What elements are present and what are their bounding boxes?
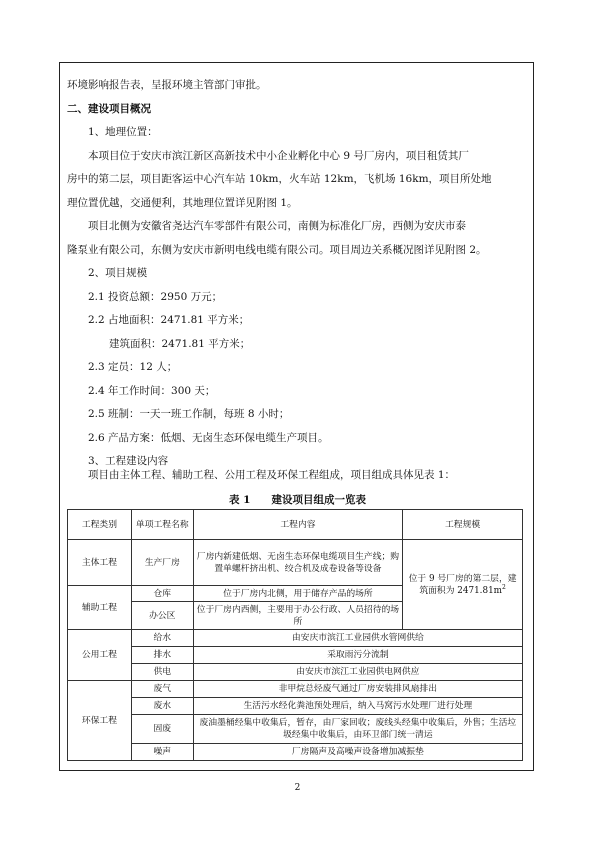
section-heading: 二、建设项目概况	[67, 103, 151, 115]
item-name-cell: 给水	[131, 630, 193, 647]
item-content-cell: 非甲烷总烃废气通过厂房安装排风扇排出	[193, 681, 522, 698]
table-row	[68, 715, 523, 744]
item-name-cell: 仓库	[131, 586, 193, 602]
item-name-cell: 废水	[131, 698, 193, 715]
table-row	[68, 647, 523, 664]
item-name-cell: 供电	[131, 664, 193, 681]
item-content-cell: 生活污水经化粪池预处理后，纳入马窝污水处理厂进行处理	[193, 698, 522, 715]
location-paragraph-line: 本项目位于安庆市滨江新区高新技术中小企业孵化中心 9 号厂房内，项目租赁其厂	[88, 150, 469, 162]
item-name-cell: 生产厂房	[131, 540, 193, 586]
scale-cell	[403, 540, 523, 630]
table-header-row	[68, 510, 523, 540]
item-name-cell: 固废	[131, 715, 193, 744]
item-name-cell: 办公区	[131, 602, 193, 630]
header-cell: 工程类别	[68, 510, 132, 540]
location-paragraph-line: 房中的第二层，项目距客运中心汽车站 10km，火车站 12km，飞机场 16km，项目所处地	[67, 173, 492, 185]
scale-item: 2.6 产品方案：低烟、无卤生态环保电缆生产项目。	[88, 432, 329, 444]
table-row	[68, 698, 523, 715]
category-cell: 公用工程	[68, 630, 132, 681]
table-row	[68, 681, 523, 698]
item-content-cell: 采取雨污分流制	[193, 647, 522, 664]
table-caption: 表 1 建设项目组成一览表	[229, 494, 366, 506]
table-row	[68, 630, 523, 647]
scale-item: 建筑面积：2471.81 平方米；	[109, 338, 251, 350]
surroundings-paragraph-line: 隆泵业有限公司，东侧为安庆市新明电线电缆有限公司。项目周边关系概况图详见附图 2。	[67, 244, 487, 256]
item-content-cell: 废油墨桶经集中收集后，暂存，由厂家回收；废线头经集中收集后，外售；生活垃圾经集中收集后，由环卫部门统一清运	[193, 715, 522, 744]
scale-unit-superscript: 2	[502, 583, 506, 591]
location-heading: 1、地理位置：	[88, 126, 158, 138]
content-paragraph: 项目由主体工程、辅助工程、公用工程及环保工程组成，项目组成具体见表 1：	[88, 469, 456, 481]
table-row	[68, 664, 523, 681]
item-name-cell: 排水	[131, 647, 193, 664]
scale-heading: 2、项目规模	[88, 267, 148, 279]
table-row	[68, 744, 523, 761]
table-row	[68, 540, 523, 586]
item-name-cell: 噪声	[131, 744, 193, 761]
scale-text: 位于 9 号厂房的第二层，建筑面积为 2471.81m	[408, 573, 517, 596]
header-cell: 工程内容	[193, 510, 402, 540]
scale-item: 2.3 定员：12 人；	[88, 361, 178, 373]
scale-item: 2.2 占地面积：2471.81 平方米；	[88, 314, 250, 326]
scale-item: 2.4 年工作时间：300 天；	[88, 385, 216, 397]
item-content-cell: 由安庆市滨江工业园供水管网供给	[193, 630, 522, 647]
item-content-cell: 由安庆市滨江工业园供电网供应	[193, 664, 522, 681]
page-number: 2	[294, 783, 301, 793]
surroundings-paragraph-line: 项目北侧为安徽省尧达汽车零部件有限公司，南侧为标准化厂房，西侧为安庆市泰	[88, 220, 466, 232]
item-content-cell: 厂房内新建低烟、无卤生态环保电缆项目生产线；购置单螺杆挤出机、绞合机及成卷设备等设备	[193, 540, 402, 586]
item-content-cell: 位于厂房内北侧，用于储存产品的场所	[193, 586, 402, 602]
item-content-cell: 位于厂房内西侧，主要用于办公行政、人员招待的场所	[193, 602, 402, 630]
header-cell: 单项工程名称	[131, 510, 193, 540]
location-paragraph-line: 理位置优越，交通便利，其地理位置详见附图 1。	[67, 197, 298, 209]
item-name-cell: 废气	[131, 681, 193, 698]
category-cell: 辅助工程	[68, 586, 132, 630]
scale-item: 2.1 投资总额：2950 万元；	[88, 291, 223, 303]
category-cell: 环保工程	[68, 681, 132, 761]
item-content-cell: 厂房隔声及高噪声设备增加减振垫	[193, 744, 522, 761]
category-cell: 主体工程	[68, 540, 132, 586]
header-cell: 工程规模	[403, 510, 523, 540]
intro-line: 环境影响报告表，呈报环境主管部门审批。	[67, 79, 267, 91]
scale-item: 2.5 班制：一天一班工作制，每班 8 小时；	[88, 408, 290, 420]
content-heading: 3、工程建设内容	[88, 455, 169, 467]
project-composition-table	[67, 509, 523, 761]
